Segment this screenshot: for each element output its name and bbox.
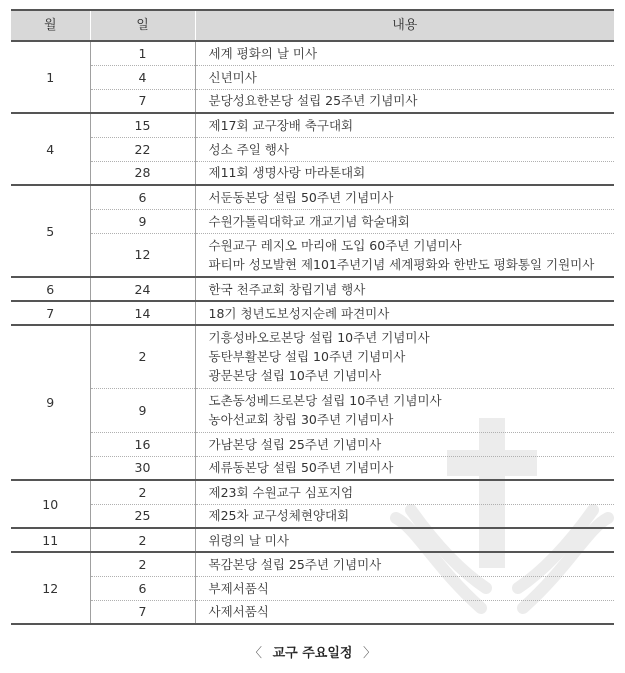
- table-row: [11, 600, 614, 624]
- event-text: 세계 평화의 날 미사: [208, 45, 318, 61]
- month-cell: 10: [11, 480, 90, 528]
- day-cell: 2: [90, 325, 195, 388]
- event-text: 동탄부활본당 설립 10주년 기념미사: [208, 349, 406, 365]
- content-cell: [195, 576, 614, 600]
- schedule-body: [11, 41, 614, 624]
- table-caption: [0, 642, 625, 661]
- table-row: [11, 41, 614, 65]
- content-cell: [195, 480, 614, 504]
- day-cell: 25: [90, 504, 195, 528]
- table-row: [11, 89, 614, 113]
- content-column-header: 내용: [195, 10, 614, 41]
- event-text: 제17회 교구장배 축구대회: [208, 117, 354, 133]
- event-text: 제23회 수원교구 심포지엄: [208, 484, 354, 500]
- day-cell: 7: [90, 600, 195, 624]
- event-text: 수원교구 레지오 마리애 도입 60주년 기념미사: [208, 237, 462, 253]
- content-cell: [195, 388, 614, 432]
- event-text: 가남본당 설립 25주년 기념미사: [208, 436, 382, 452]
- day-cell: 4: [90, 65, 195, 89]
- table-row: [11, 185, 614, 209]
- caption-text: 교구 주요일정: [272, 646, 353, 661]
- month-cell: 6: [11, 277, 90, 301]
- event-text: 수원가톨릭대학교 개교기념 학술대회: [208, 213, 410, 229]
- day-cell: 9: [90, 388, 195, 432]
- event-text: 신년미사: [208, 69, 257, 85]
- month-cell: 7: [11, 301, 90, 325]
- month-cell: 12: [11, 552, 90, 624]
- event-text: 서둔동본당 설립 50주년 기념미사: [208, 189, 394, 205]
- day-cell: 16: [90, 432, 195, 456]
- table-row: [11, 432, 614, 456]
- day-cell: 1: [90, 41, 195, 65]
- schedule-wrapper: [11, 9, 614, 625]
- schedule-table: [11, 9, 614, 625]
- event-text: 성소 주일 행사: [208, 141, 289, 157]
- day-cell: 22: [90, 137, 195, 161]
- caption-right-bracket: 〉: [362, 646, 376, 661]
- event-text: 부제서품식: [208, 580, 269, 596]
- content-cell: [195, 113, 614, 137]
- table-row: [11, 456, 614, 480]
- content-cell: [195, 325, 614, 388]
- content-cell: [195, 137, 614, 161]
- content-cell: [195, 65, 614, 89]
- caption-left-bracket: 〈: [249, 646, 263, 661]
- event-text: 위령의 날 미사: [208, 532, 289, 548]
- table-row: [11, 233, 614, 277]
- content-cell: [195, 41, 614, 65]
- table-row: [11, 528, 614, 552]
- month-cell: 11: [11, 528, 90, 552]
- event-text: 분당성요한본당 설립 25주년 기념미사: [208, 93, 418, 109]
- content-cell: [195, 277, 614, 301]
- event-text: 도촌동성베드로본당 설립 10주년 기념미사: [208, 393, 442, 408]
- day-cell: 9: [90, 209, 195, 233]
- month-cell: 4: [11, 113, 90, 185]
- event-text: 사제서품식: [208, 604, 269, 620]
- day-cell: 7: [90, 89, 195, 113]
- day-cell: 12: [90, 233, 195, 277]
- table-row: [11, 161, 614, 185]
- content-cell: [195, 209, 614, 233]
- day-cell: 6: [90, 576, 195, 600]
- content-cell: [195, 185, 614, 209]
- table-row: [11, 277, 614, 301]
- content-cell: [195, 161, 614, 185]
- content-cell: [195, 528, 614, 552]
- table-row: [11, 137, 614, 161]
- header-row: [11, 10, 614, 41]
- day-cell: 30: [90, 456, 195, 480]
- content-cell: [195, 432, 614, 456]
- event-text: 목감본당 설립 25주년 기념미사: [208, 556, 382, 572]
- content-cell: [195, 600, 614, 624]
- day-cell: 28: [90, 161, 195, 185]
- table-row: [11, 504, 614, 528]
- month-cell: 1: [11, 41, 90, 113]
- content-cell: [195, 233, 614, 277]
- table-row: [11, 388, 614, 432]
- content-cell: [195, 89, 614, 113]
- day-cell: 15: [90, 113, 195, 137]
- event-text: 18기 청년도보성지순례 파견미사: [208, 305, 390, 321]
- table-row: [11, 301, 614, 325]
- event-text: 제11회 생명사랑 마라톤대회: [208, 165, 366, 181]
- month-column-header: 월: [11, 10, 90, 41]
- day-cell: 6: [90, 185, 195, 209]
- day-cell: 2: [90, 528, 195, 552]
- table-row: [11, 65, 614, 89]
- table-row: [11, 480, 614, 504]
- month-cell: 9: [11, 325, 90, 480]
- day-cell: 24: [90, 277, 195, 301]
- event-text: 농아선교회 창립 30주년 기념미사: [208, 412, 394, 427]
- day-column-header: 일: [90, 10, 195, 41]
- day-cell: 14: [90, 301, 195, 325]
- day-cell: 2: [90, 552, 195, 576]
- day-cell: 2: [90, 480, 195, 504]
- table-row: [11, 325, 614, 388]
- table-row: [11, 576, 614, 600]
- table-row: [11, 113, 614, 137]
- table-row: [11, 209, 614, 233]
- event-text: 기흥성바오로본당 설립 10주년 기념미사: [208, 330, 430, 346]
- content-cell: [195, 456, 614, 480]
- content-cell: [195, 552, 614, 576]
- event-text: 광문본당 설립 10주년 기념미사: [208, 368, 382, 384]
- month-cell: 5: [11, 185, 90, 277]
- event-text: 제25차 교구성체현양대회: [208, 508, 350, 524]
- content-cell: [195, 301, 614, 325]
- event-text: 파티마 성모발현 제101주년기념 세계평화와 한반도 평화통일 기원미사: [208, 256, 595, 272]
- content-cell: [195, 504, 614, 528]
- table-row: [11, 552, 614, 576]
- event-text: 세류동본당 설립 50주년 기념미사: [208, 460, 394, 476]
- event-text: 한국 천주교회 창립기념 행사: [208, 281, 366, 297]
